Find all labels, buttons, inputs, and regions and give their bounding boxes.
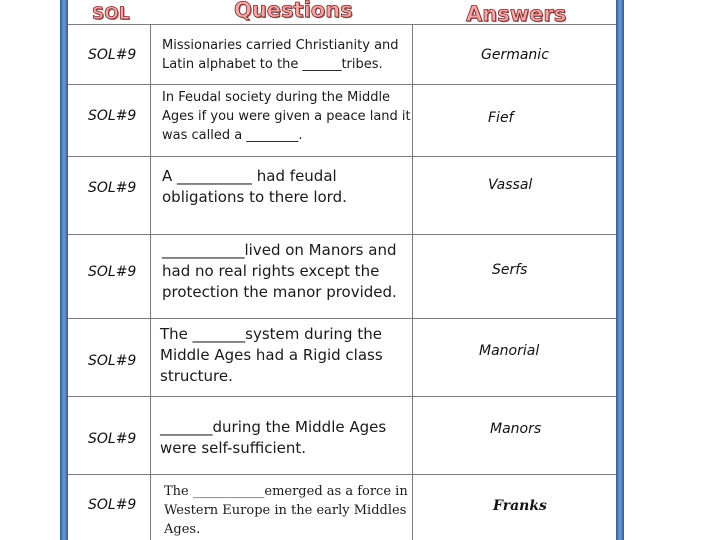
answer-text: Manors [490, 421, 542, 437]
question-text: ___________lived on Manors and had no real rights except the protection the manor provided. [162, 241, 397, 301]
question-text: A __________ had feudal obligations to there lord. [162, 167, 347, 206]
question-text: The _______system during the Middle Ages had a Rigid class structure. [160, 325, 383, 385]
row-divider [68, 234, 616, 235]
right-border [616, 0, 624, 540]
row-divider [68, 396, 616, 397]
question-text: Missionaries carried Christianity and Latin alphabet to the ______tribes. [162, 38, 399, 72]
answer-text: Serfs [492, 262, 528, 278]
row-divider [68, 474, 616, 475]
answer-text: Manorial [479, 343, 540, 359]
row-divider [68, 318, 616, 319]
header-answers: Answers [466, 2, 567, 26]
sol-label: SOL#9 [88, 497, 137, 513]
header-questions: Questions [234, 0, 353, 22]
question-text: In Feudal society during the Middle Ages if you were given a peace land it was called a ________. [162, 90, 411, 143]
sol-label: SOL#9 [88, 264, 137, 280]
answer-text: Fief [488, 110, 514, 126]
row-divider [68, 84, 616, 85]
header-sol: SOL [92, 4, 130, 24]
sol-label: SOL#9 [88, 431, 137, 447]
question-text: The ___________emerged as a force in Western Europe in the early Middles Ages. [164, 484, 408, 537]
sol-label: SOL#9 [88, 353, 137, 369]
question-text: _______during the Middle Ages were self-sufficient. [160, 418, 387, 457]
sol-label: SOL#9 [88, 180, 137, 196]
answer-text: Franks [493, 498, 547, 514]
row-divider [68, 156, 616, 157]
left-border [60, 0, 68, 540]
answer-text: Germanic [481, 47, 549, 63]
answer-text: Vassal [488, 177, 533, 193]
sol-label: SOL#9 [88, 47, 137, 63]
column-divider [150, 24, 151, 540]
sol-label: SOL#9 [88, 108, 137, 124]
